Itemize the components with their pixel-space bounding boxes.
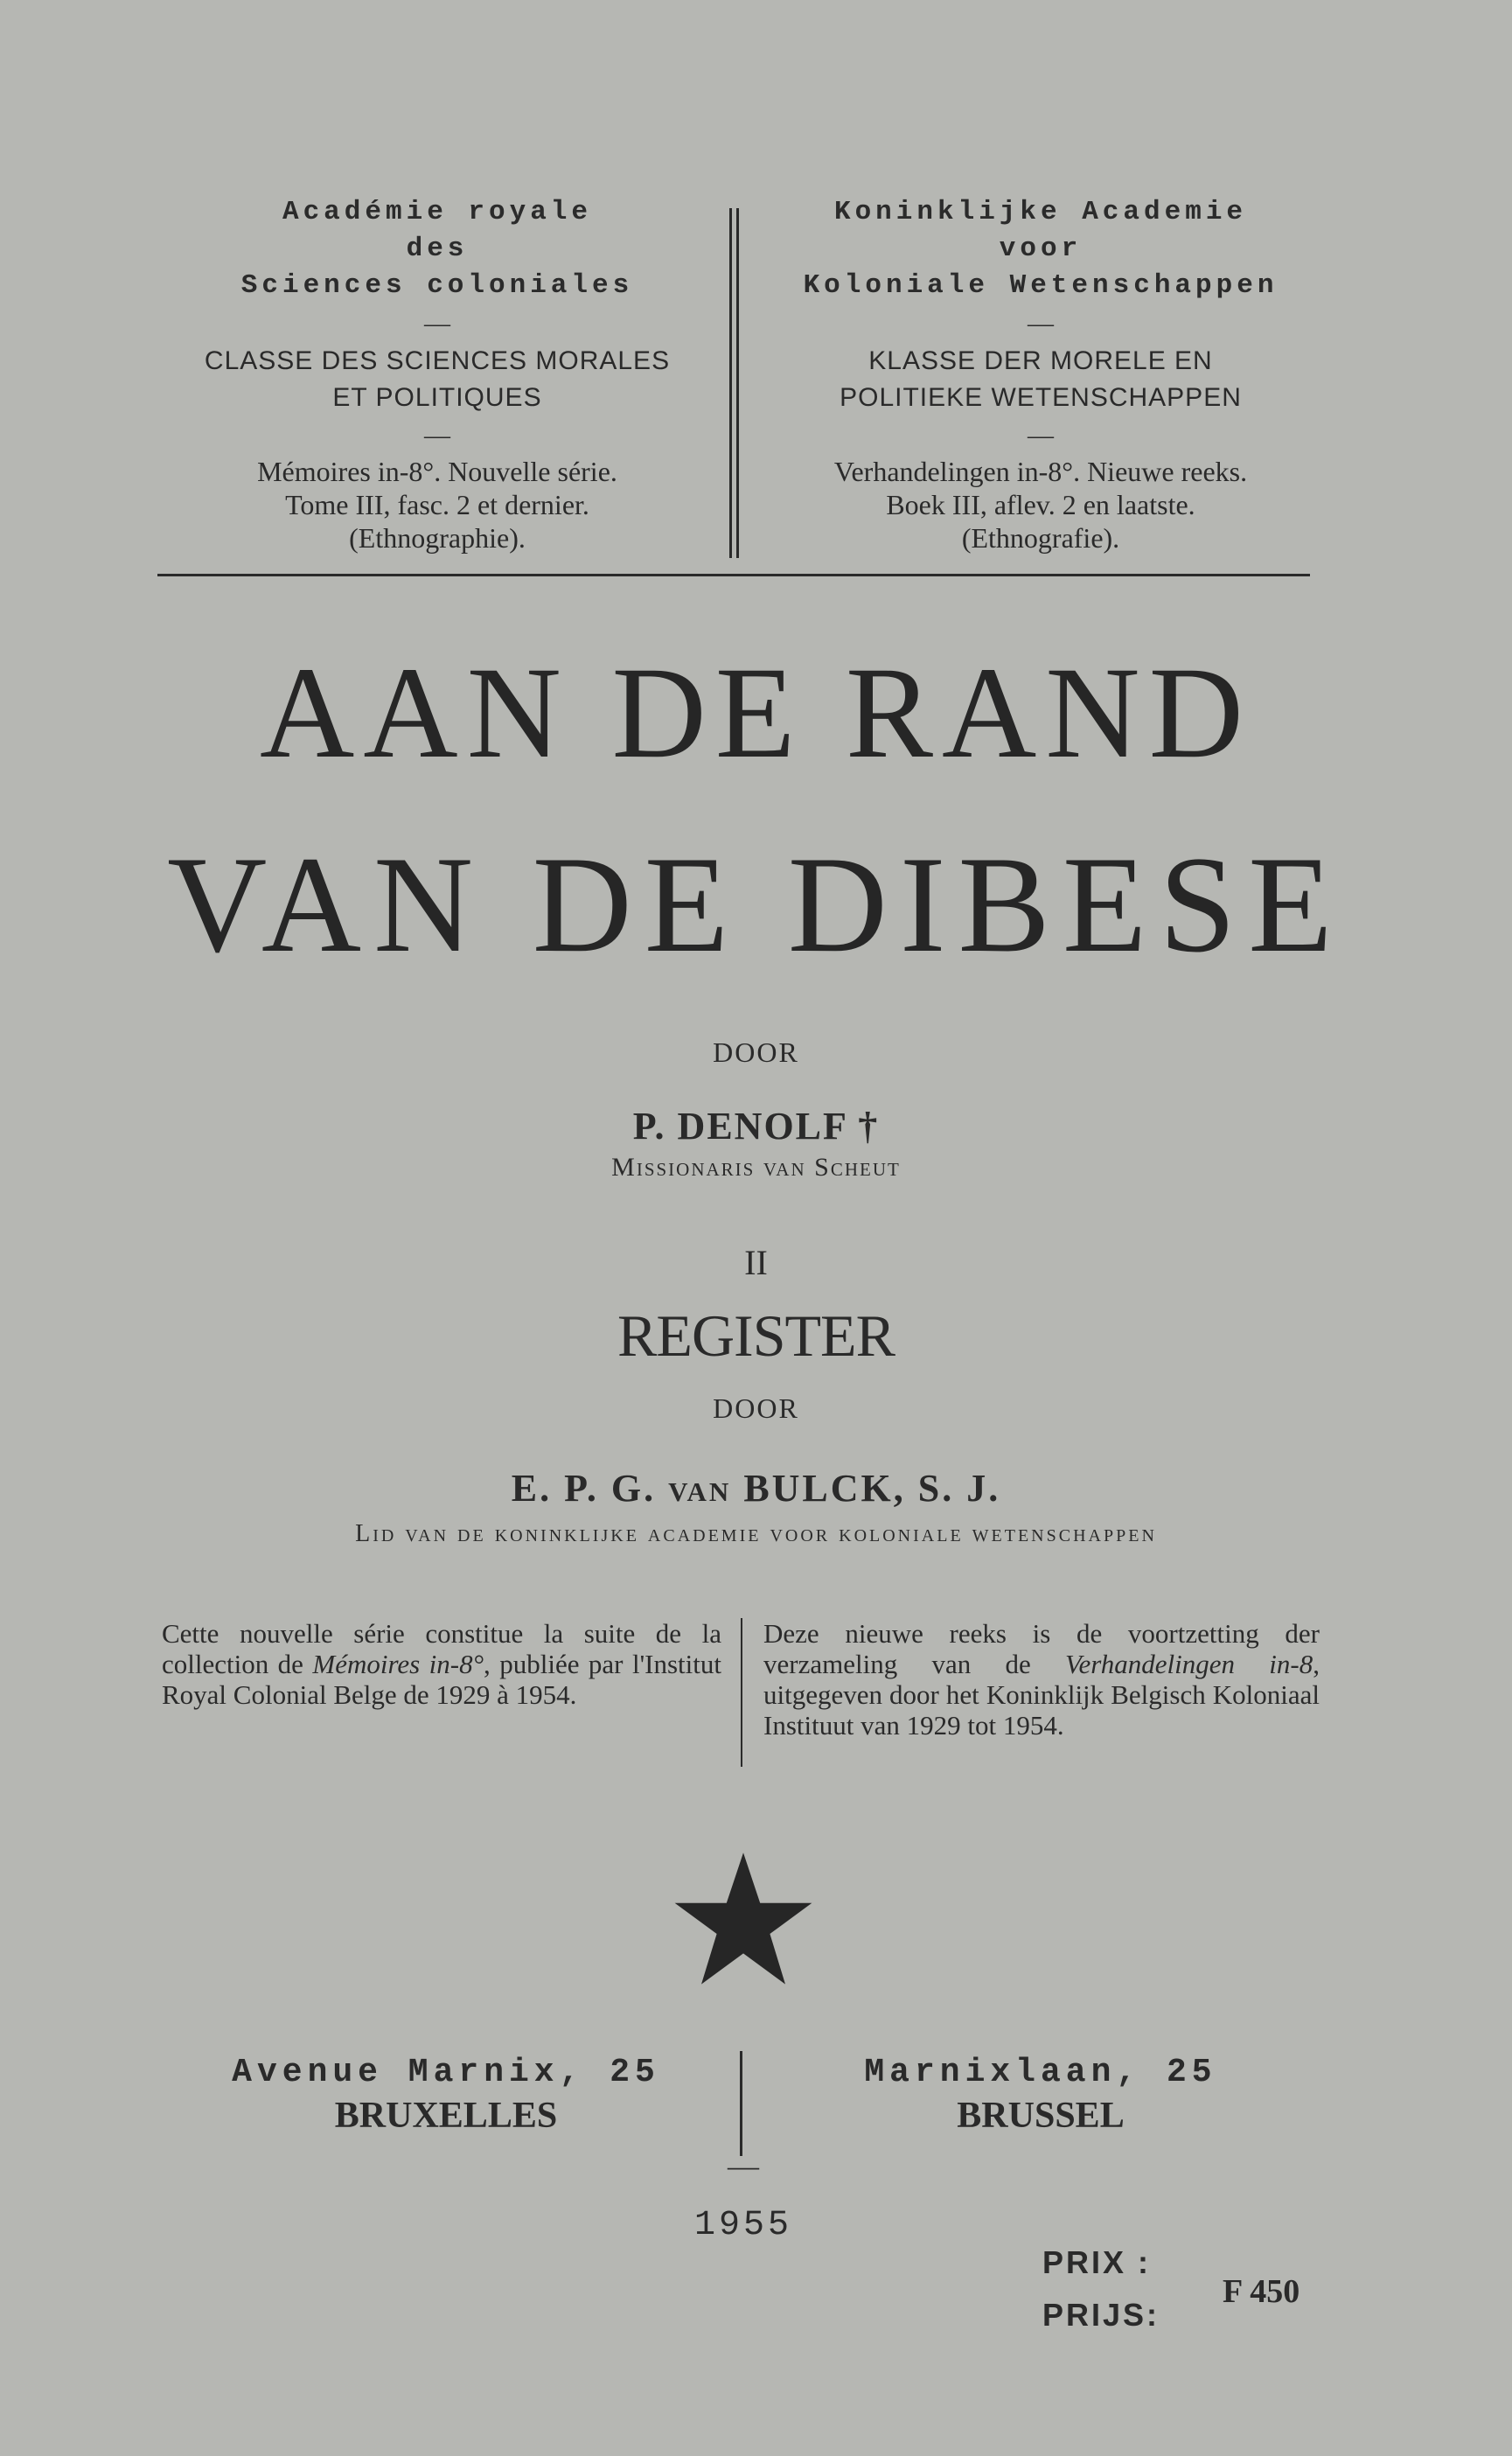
price-block [1042,2244,1410,2349]
publication-year: 1955 [693,2206,792,2245]
class-line: ET POLITIQUES [332,383,542,412]
series-info-nl [700,455,1382,555]
header-right [700,194,1382,555]
academy-name-line: voor [999,234,1083,264]
street-address: Marnixlaan, 25 [864,2054,1217,2091]
divider-dash: — [424,309,450,338]
series-notice-fr [162,1618,721,1710]
divider-dash: — [424,421,450,450]
class-line: CLASSE DES SCIENCES MORALES [204,346,671,375]
author-name: P. DENOLF † [632,1105,880,1148]
author-surname: BULCK, S. J. [743,1467,1001,1510]
author-role: Lid van de koninklijke academie voor koloniale wetenschappen [355,1520,1157,1547]
year-dash: — [728,2148,759,2183]
series-line: Boek III, aflev. 2 en laatste. [886,489,1195,520]
door-label: DOOR [713,1036,799,1068]
author-initials: E. P. G. [511,1467,657,1510]
class-name-nl [700,343,1382,416]
series-notice-nl [763,1618,1320,1741]
author-name [0,1466,1512,1511]
academy-name-line: Sciences coloniales [240,270,634,301]
city-name: BRUSSEL [957,2096,1125,2136]
divider-dash: — [1028,309,1054,338]
part-title: REGISTER [617,1302,895,1369]
series-line: Tome III, fasc. 2 et dernier. [285,489,589,520]
street-address: Avenue Marnix, 25 [232,2054,660,2091]
academy-name-line: Académie royale [282,197,593,227]
notice-series-name: Verhandelingen in-8 [1065,1649,1313,1679]
series-line: (Ethnographie). [349,522,526,554]
academy-name-fr [105,194,770,304]
header-left [105,194,770,555]
door-label: DOOR [713,1392,799,1424]
price-label-fr: PRIX : [1042,2244,1152,2280]
book-title-line-2: VAN DE DIBESE [167,828,1345,981]
price-label-nl: PRIJS: [1042,2297,1160,2333]
author-particle: van [668,1467,732,1510]
part-number: II [744,1243,768,1282]
star-icon [673,1850,813,1990]
class-line: KLASSE DER MORELE EN [868,346,1213,375]
notice-series-name: Mémoires in-8° [312,1649,484,1679]
series-info-fr [105,455,770,555]
header-rule [157,574,1310,576]
academy-name-line: des [406,234,469,264]
notice-text: Deze nieuwe reeks is de voortzetting der verzameling van de [763,1618,1320,1679]
author-role: Missionaris van Scheut [611,1153,901,1182]
academy-name-nl [700,194,1382,304]
address-right [726,2054,1355,2137]
book-title-line-1: AAN DE RAND [260,640,1252,785]
class-line: POLITIEKE WETENSCHAPPEN [840,383,1242,412]
price-value: F 450 [1223,2273,1300,2310]
series-line: (Ethnografie). [961,522,1120,554]
notice-text: , uitgegeven door het Koninklijk Belgisch Koloniaal Instituut van 1929 tot 1954. [763,1649,1320,1741]
academy-name-line: Koloniale Wetenschappen [803,270,1279,301]
series-line: Mémoires in-8°. Nouvelle série. [257,456,617,487]
notice-divider-vertical [741,1618,742,1767]
city-name: BRUXELLES [334,2096,558,2136]
address-left [131,2054,761,2137]
academy-name-line: Koninklijke Academie [833,197,1248,227]
series-line: Verhandelingen in-8°. Nieuwe reeks. [833,456,1248,487]
notice-text: , publiée par l'Institut Royal Colonial Belge de 1929 à 1954. [162,1649,721,1710]
notice-text: Cette nouvelle série constitue la suite de la collection de [162,1618,721,1679]
divider-dash: — [1028,421,1054,450]
class-name-fr [105,343,770,416]
